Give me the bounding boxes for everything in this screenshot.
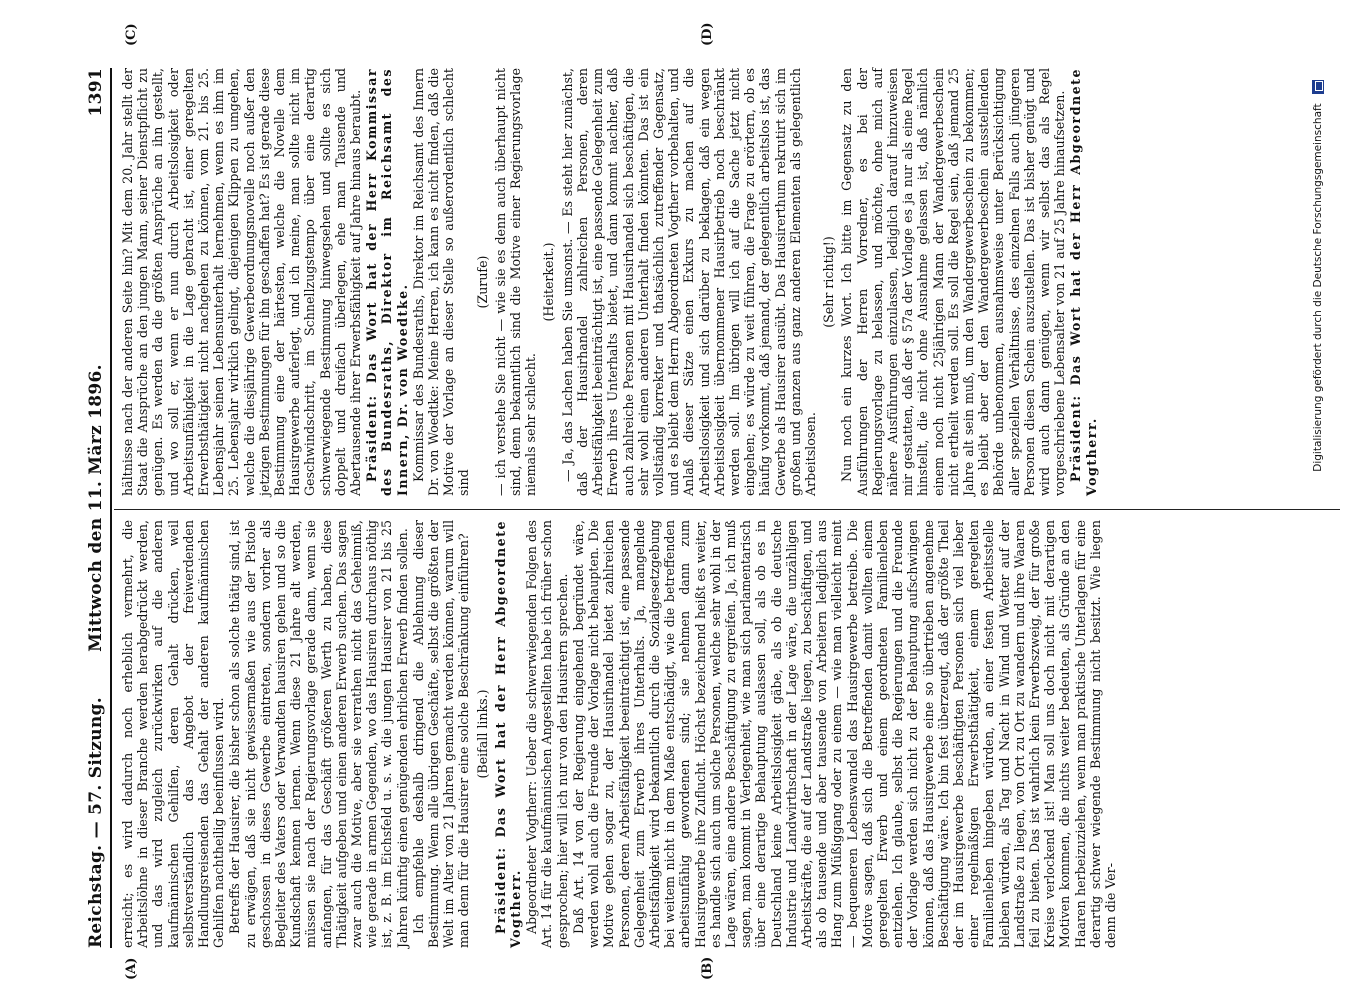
header-page-number: 1391	[86, 68, 106, 117]
president-statement: Präsident: Das Wort hat der Herr Abgeordnete Vogtherr.	[492, 520, 524, 948]
paragraph: Ich empfehle deshalb dringend die Ablehnung dieser Bestimmung. Wenn alle übrigen Geschäfte, selbst die größten der Welt im Alter von 21 Jahren gemacht werden können, warum will man denn für die Hausirer eine solche Beschränkung einführen?	[410, 520, 472, 948]
interjection: (Zurufe)	[474, 255, 490, 309]
document-page	[80, 22, 1350, 980]
interjection: (Beifall links.)	[474, 689, 490, 779]
paragraph: Kommissar des Bundesraths, Direktor im Reichsamt des Innern Dr. von Woedtke: Meine Herren, ich kann es nicht finden, daß die Motive der Vorlage an dieser Stelle so außerordentlich schlecht sind	[410, 68, 472, 496]
paragraph: — ich verstehe Sie nicht — wie sie es denn auch überhaupt nicht sind, denn bekanntlich sind die Motive einer Regierungsvorlage niemals sehr schlecht.	[492, 68, 539, 496]
paragraph: Nun noch ein kurzes Wort. Ich bitte im Gegensatz zu den Ausführungen der Herren Vorredner, es bei der Regierungsvorlage zu belassen, und möchte, ohne mich auf nähere Ausführungen einzulassen, lediglich darauf hinzuweisen mir gestatten, daß der § 57a der Vorlage es ja nur als eine Regel hinstellt, die nicht ohne Ausnahme gelassen ist, daß nämlich einem noch nicht 25jährigen Mann der Wandergewerbeschein nicht ertheilt werden soll. Es soll die Regel sein, daß jemand 25 Jahre alt sein muß, um den Wandergewerbeschein zu bekommen; es bleibt aber der den Wandergewerbeschein ausstellenden Behörde unbenommen, ausnahmsweise unter Berücksichtigung aller speziellen Verhältnisse, des einzelnen Falls auch jüngeren Personen diesen Schein auszustellen. Das ist bisher genügt und wird auch dann genügen, wenn wir selbst das als Regel vorgeschriebene Lebensalter von 21 auf 25 Jahre hinaufsetzen.	[839, 68, 1068, 496]
president-statement: Präsident: Das Wort hat der Herr Kommissar des Bundesraths, Direktor im Reichsamt des Innern, Dr. von Woedtke.	[364, 68, 410, 496]
paragraph: Abgeordneter Vogtherr: Ueber die schwerwiegenden Folgen des Art. 14 für die kaufmännischen Angestellten habe ich früher schon gesprochen; hier will ich nur von den Hausirern sprechen.	[524, 520, 570, 948]
page-header	[80, 68, 110, 948]
right-column	[120, 68, 1100, 496]
paragraph: hältnisse nach der anderen Seite hin? Mit dem 20. Jahr stellt der Staat die Ansprüche an den jungen Mann, seiner Dienstpflicht zu genügen. Es werden da die größten Ansprüche an ihn gestellt, und wo soll er, wenn er nun durch Arbeitslosigkeit oder Arbeitsunfähigkeit in die Lage gebracht ist, einer geregelten Erwerbsthätigkeit nicht nachgehen zu können, vom 21. bis 25. Lebensjahr seinen Lebensunterhalt hernehmen, wenn es ihm im 25. Lebensjahr wirklich gelingt, diejenigen Klippen zu umgehen, welche die diesjährige Gewerbeordnungsnovelle noch außer den jetzigen Bestimmungen für ihn geschaffen hat? Es ist gerade diese Bestimmung eine der härtesten, welche die Novelle dem Hausirgewerbe auferlegt, und ich meine, man sollte nicht im Geschwindschritt, im Schnellzugstempo über eine derartig schwerwiegende Bestimmung hinwegsehen und sollte es sich doppelt und dreifach überlegen, ehe man Tausende und Abertausende ihrer Erwerbsfähigkeit auf Jahre hinaus beraubt.	[120, 68, 364, 496]
margin-mark-c: (C)	[124, 23, 139, 46]
paragraph: erreicht; es wird dadurch noch erheblich vermehrt, die Arbeitslöhne in dieser Branche werden herabgedrückt werden, und das wird zugleich zurückwirken auf die anderen kaufmännischen Gehilfen, deren Gehalt drücken, weil selbstverständlich das Angebot der freiwerdenden Handlungsreisenden das Gehalt der anderen kaufmännischen Gehilfen nachtheilig beeinflussen wird.	[120, 520, 227, 948]
header-rule	[110, 68, 112, 948]
column-divider	[114, 509, 1340, 510]
left-column	[120, 520, 1119, 948]
margin-mark-b: (B)	[700, 956, 715, 980]
header-date: Mittwoch den 11. März 1896.	[86, 364, 106, 652]
digitization-footer	[1312, 0, 1324, 1000]
header-session: Reichstag. — 57. Sitzung.	[86, 697, 106, 948]
margin-mark-a: (A)	[124, 957, 139, 980]
footer-text: Digitalisierung gefördert durch die Deutsche Forschungsgemeinschaft	[1312, 103, 1324, 472]
interjection: (Sehr richtig!)	[821, 236, 837, 328]
paragraph: Daß Art. 14 von der Regierung eingehend begründet wäre, werden wohl auch die Freunde der Vorlage nicht behaupten. Die Motive gehen sogar zu, der Hausirhandel bietet zahlreichen Personen, deren Arbeitsfähigkeit beeinträchtigt ist, eine passende Gelegenheit zum Erwerb ihres Unterhalts. Ja, mangelnde Arbeitsfähigkeit wird bekanntlich durch die Sozialgesetzgebung bei weitem nicht in dem Maße entschädigt, wie die betreffenden arbeitsunfähig gewordenen sind; sie nehmen dann zum Hausirgewerbe ihre Zuflucht. Höchst bezeichnend heißt es weiter, es handle sich auch um solche Personen, welche sehr wohl in der Lage wären, eine andere Beschäftigung zu ergreifen. Ja, ich muß sagen, man kommt in Verlegenheit, wie man sich parlamentarisch über eine derartige Behauptung auslassen soll, als ob es in Deutschland keine Arbeitslosigkeit gäbe, als ob die deutsche Industrie und Landwirthschaft in der Lage wäre, die unzähligen Arbeitskräfte, die auf der Landstraße liegen, zu beschäftigen, und als ob tausende und aber tausende von Arbeitern lediglich aus Hang zum Müßiggang oder zu einem — wie man vielleicht meint — bequemeren Lebenswandel das Hausirgewerbe betreibe. Die Motive sagen, daß sich die Betreffenden damit wollten einem geregelten Erwerb und einem geordneten Familienleben entziehen. Ich glaube, selbst die Regierungen und die Freunde der Vorlage werden sich nicht zu der Behauptung aufschwingen können, daß das Hausirgewerbe eine so übertrieben angenehme Beschäftigung wäre. Ich bin fest überzeugt, daß der größte Theil der im Hausirgewerbe beschäftigten Personen sich viel lieber einer regelmäßigen Erwerbsthätigkeit, einem geregelten Familienleben hingeben würden, an einer festen Arbeitsstelle bleiben würden, als Tag und Nacht in Wind und Wetter auf der Landstraße zu liegen, von Ort zu Ort zu wandern und ihre Waaren feil zu bieten. Das ist wahrlich kein Erwerbszweig, der für große Kreise verlockend ist! Man soll uns doch nicht mit derartigen Motiven kommen, die nichts weiter bedeuten, als Gründe an den Haaren herbeizuziehen, wenn man praktische Unterlagen für eine derartig schwer wiegende Bestimmung nicht besitzt. Wie liegen denn die Ver-	[570, 520, 1118, 948]
dfg-logo-icon	[1312, 80, 1324, 94]
margin-mark-d: (D)	[700, 22, 715, 46]
paragraph: — Ja, das Lachen haben Sie umsonst. — Es steht hier zunächst, daß der Hausirhandel zahlreichen Personen, deren Arbeitsfähigkeit beeinträchtigt ist, eine passende Gelegenheit zum Erwerb ihres Unterhalts bietet, und dann kommt nachher, daß auch zahlreiche Personen mit Hausirhandel sich beschäftigen, die sehr wohl einen anderen Unterhalt finden könnten. Das ist ein vollständig korrekter und thatsächlich zutreffender Gegensatz, und es bleibt dem Herrn Abgeordneten Vogtherr vorbehalten, und Anlaß dieser Sätze einen Exkurs zu machen auf die Arbeitslosigkeit und sich darüber zu beklagen, daß ein wegen Arbeitslosigkeit übernommener Hausirbetrieb noch beschränkt werden soll. Im übrigen will ich auf die Sache jetzt nicht eingehen; es würde zu weit führen, die Frage zu erörtern, ob es häufig vorkommt, daß jemand, der gelegentlich arbeitslos ist, das Gewerbe als Hausirer ausübt. Das Hausirerthum rekrutirt sich im großen und ganzen aus ganz anderen Elementen als gelegentlich Arbeitslosen.	[559, 68, 818, 496]
interjection: (Heiterkeit.)	[541, 242, 557, 322]
paragraph: Betreffs der Hausirer, die bisher schon als solche thätig sind, ist zu erwägen, daß sie nicht gewissermaßen wie aus der Pistole geschossen in dieses Gewerbe eintreten, sondern vorher als Begleiter des Vaters oder Verwandten hausiren gehen und so die Kundschaft kennen lernen. Wenn diese 21 Jahre alt werden, müssen sie nach der Regierungsvorlage gerade dann, wenn sie anfangen, für das Geschäft größeren Werth zu haben, diese Thätigkeit aufgeben und einen anderen Erwerb suchen. Das sagen zwar auch die Motive, aber sie verrathen nicht das Geheimniß, wie gerade in armen Gegenden, wo das Hausiren durchaus nöthig ist, z. B. im Eichsfeld u. s. w. die jungen Hausirer von 21 bis 25 Jahren künftig einen genügenden ehrlichen Erwerb finden sollen.	[227, 520, 410, 948]
president-statement: Präsident: Das Wort hat der Herr Abgeordnete Vogtherr.	[1068, 68, 1099, 496]
